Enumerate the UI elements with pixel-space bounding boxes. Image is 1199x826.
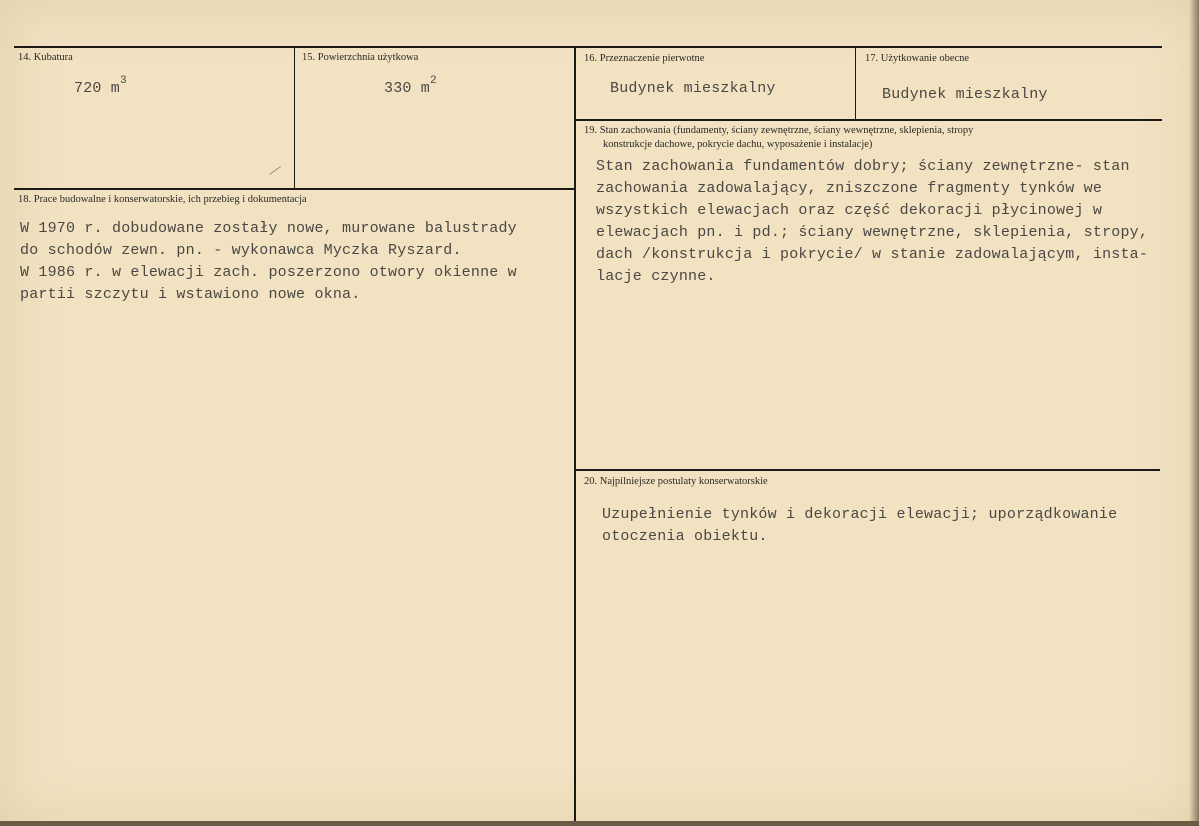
field-15-exponent: 2 bbox=[430, 75, 437, 87]
field-19-line: wszystkich elewacjach oraz część dekoracji płycinowej w bbox=[596, 202, 1103, 219]
field-19-text bbox=[596, 156, 1148, 288]
field-19-line: lacje czynne. bbox=[596, 268, 716, 285]
top-rule bbox=[14, 46, 1162, 48]
card-right-edge bbox=[1189, 0, 1199, 826]
field-15-value bbox=[384, 75, 437, 100]
card-bottom-edge bbox=[0, 821, 1199, 826]
field-19-label-cont: konstrukcje dachowe, pokrycie dachu, wyposażenie i instalacje) bbox=[603, 139, 873, 150]
field-14-label: 14. Kubatura bbox=[18, 52, 73, 63]
field-17-value: Budynek mieszkalny bbox=[882, 86, 1048, 103]
field-16-value: Budynek mieszkalny bbox=[610, 80, 776, 97]
field-20-text bbox=[602, 504, 1117, 548]
field-18-line: do schodów zewn. pn. - wykonawca Myczka Ryszard. bbox=[20, 242, 462, 259]
field-18-text bbox=[20, 218, 517, 306]
field-14-exponent: 3 bbox=[120, 75, 127, 87]
field-20-label: 20. Najpilniejsze postulaty konserwatorskie bbox=[584, 476, 768, 487]
rule-20-top bbox=[576, 469, 1160, 471]
field-15-label: 15. Powierzchnia użytkowa bbox=[302, 52, 419, 63]
divider-14-15 bbox=[294, 47, 295, 188]
rule-18-top bbox=[14, 188, 574, 190]
field-19-line: Stan zachowania fundamentów dobry; ściany zewnętrzne- stan bbox=[596, 158, 1130, 175]
field-17-label: 17. Użytkowanie obecne bbox=[865, 53, 970, 64]
field-18-line: W 1970 r. dobudowane zostały nowe, murowane balustrady bbox=[20, 220, 517, 237]
field-18-label: 18. Prace budowalne i konserwatorskie, ich przebieg i dokumentacja bbox=[18, 194, 307, 205]
field-20-line: Uzupełnienie tynków i dekoracji elewacji; uporządkowanie bbox=[602, 506, 1118, 523]
field-19-line: zachowania zadowalający, zniszczone fragmenty tynków we bbox=[596, 180, 1103, 197]
field-15-number: 330 m bbox=[384, 80, 431, 97]
divider-main bbox=[574, 47, 576, 822]
field-14-number: 720 m bbox=[74, 80, 121, 97]
divider-16-17 bbox=[855, 47, 856, 119]
field-19-line: elewacjach pn. i pd.; ściany wewnętrzne, sklepienia, stropy, bbox=[596, 224, 1149, 241]
field-20-line: otoczenia obiektu. bbox=[602, 528, 768, 545]
field-18-line: W 1986 r. w elewacji zach. poszerzono otwory okienne w bbox=[20, 264, 517, 281]
field-14-value bbox=[74, 75, 127, 100]
field-16-label: 16. Przeznaczenie pierwotne bbox=[584, 53, 705, 64]
field-18-line: partii szczytu i wstawiono nowe okna. bbox=[20, 286, 361, 303]
pencil-mark bbox=[269, 166, 281, 175]
field-19-line: dach /konstrukcja i pokrycie/ w stanie zadowalającym, insta- bbox=[596, 246, 1149, 263]
rule-19-top bbox=[576, 119, 1162, 121]
field-19-label: 19. Stan zachowania (fundamenty, ściany zewnętrzne, ściany wewnętrzne, sklepienia, stropy bbox=[584, 125, 974, 136]
